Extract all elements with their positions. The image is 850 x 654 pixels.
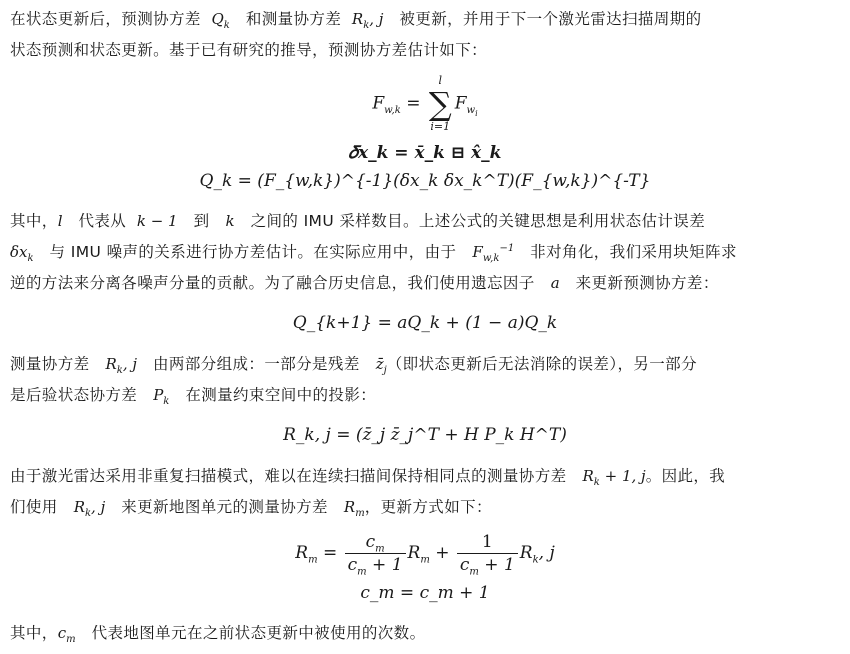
math-inline: $R_m$ bbox=[343, 498, 365, 519]
paragraph-line: 是后验状态协方差 $P_k$ 在测量约束空间中的投影： bbox=[10, 386, 377, 407]
math-inline: $P_k$ bbox=[153, 386, 170, 407]
math-inline: $R_k$, j bbox=[73, 498, 106, 519]
math-inline: $Q_k$ bbox=[211, 10, 230, 31]
math-inline: $c_m$ bbox=[57, 624, 76, 645]
equation-1: $F_{w,k}$ = l ∑ i=1 $F_{w_i}$ bbox=[372, 74, 478, 133]
math-inline: $R_k + 1$, j bbox=[582, 467, 646, 488]
equation-7: c_m = c_m + 1 bbox=[360, 583, 490, 603]
paragraph-4 bbox=[10, 461, 838, 523]
paragraph-line: 由于激光雷达采用非重复扫描模式，难以在连续扫描间保持相同点的测量协方差 $R_k + 1$, j。因此，我 bbox=[10, 467, 726, 488]
fraction: $\frac{1}{c_m + 1}$ bbox=[457, 531, 518, 576]
math-inline: $R_k$, j bbox=[351, 10, 384, 31]
paragraph-line: 𝛿x$_k$ 与 IMU 噪声的关系进行协方差估计。在实际应用中，由于 $F_{w,k}^{-1}$ 非对角化，我们采用块矩阵求 bbox=[10, 243, 737, 264]
equation-4: Q_{k+1} = aQ_k + (1 − a)Q_k bbox=[292, 313, 558, 333]
math-inline: $R_k$, j bbox=[105, 355, 138, 376]
paragraph-1 bbox=[10, 4, 838, 66]
math-inline: $z̄_j$ bbox=[375, 355, 387, 376]
paragraph-line: 其中，$c_m$ 代表地图单元在之前状态更新中被使用的次数。 bbox=[10, 624, 426, 645]
equation-3: Q_k = (F_{w,k})^{-1}(𝛿x_k 𝛿x_k^T)(F_{w,k})^{-T} bbox=[199, 171, 651, 191]
paragraph-line: 其中，l 代表从 k − 1 到 k 之间的 IMU 采样数目。上述公式的关键思想是利用状态估计误差 bbox=[10, 212, 706, 230]
paragraph-line bbox=[10, 4, 838, 35]
text: 被更新，并用于下一个激光雷达扫描周期的 bbox=[399, 10, 702, 28]
paragraph-2 bbox=[10, 206, 838, 299]
math-inline: $F_{w,k}^{-1}$ bbox=[472, 243, 515, 264]
paragraph-line: 逆的方法来分离各噪声分量的贡献。为了融合历史信息，我们使用遗忘因子 a 来更新预测协方差： bbox=[10, 274, 719, 292]
equation-2: 𝛿x_k = x̄_k ⊟ x̂_k bbox=[348, 143, 502, 163]
paragraph-line: 状态预测和状态更新。基于已有研究的推导，预测协方差估计如下： bbox=[10, 41, 488, 59]
paragraph-line: 测量协方差 $R_k$, j 由两部分组成：一部分是残差 $z̄_j$（即状态更新后无法消除的误差），另一部分 bbox=[10, 355, 697, 376]
fraction: $\frac{c_m}{c_m + 1}$ bbox=[345, 531, 406, 576]
equation-5: R_k, j = (z̄_j z̄_j^T + H P_k H^T) bbox=[283, 425, 567, 445]
paragraph-5 bbox=[10, 618, 838, 649]
equation-6: $R_m$ = $\frac{c_m}{c_m + 1}$ $R_m$ + $\frac{1}{c_m + 1}$ $R_k$, j bbox=[295, 532, 555, 578]
summation: l ∑ i=1 bbox=[428, 74, 452, 133]
math-inline: 𝛿x$_k$ bbox=[10, 243, 34, 264]
paragraph-3 bbox=[10, 349, 838, 411]
text: 在状态更新后，预测协方差 bbox=[10, 10, 201, 28]
paragraph-line: 们使用 $R_k$, j 来更新地图单元的测量协方差 $R_m$，更新方式如下： bbox=[10, 498, 492, 519]
text: 和测量协方差 bbox=[245, 10, 342, 28]
